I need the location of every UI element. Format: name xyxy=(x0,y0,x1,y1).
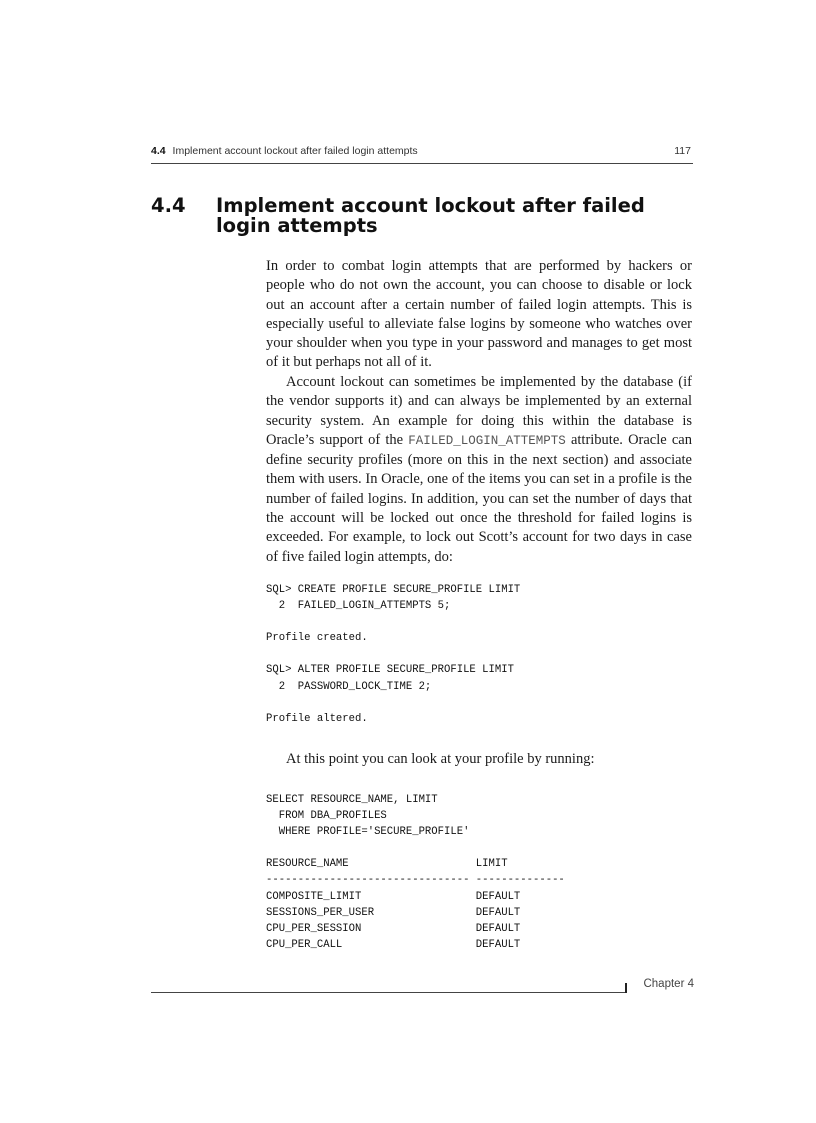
footer-tick xyxy=(625,983,627,993)
page-number: 117 xyxy=(674,145,691,157)
paragraph-look-at-profile: At this point you can look at your profile by running: xyxy=(286,751,595,767)
code-block-create-profile: SQL> CREATE PROFILE SECURE_PROFILE LIMIT 2 FAILED_LOGIN_ATTEMPTS 5; Profile created. SQL> ALTER PROFILE SECURE_PROFILE LIMIT 2 PASSWORD_LOCK_TIME 2; Profile altered. xyxy=(266,584,521,725)
footer-rule xyxy=(151,992,625,993)
running-head-title: Implement account lockout after failed login attempts xyxy=(172,145,418,157)
header-rule xyxy=(151,163,693,164)
paragraph-account-lockout xyxy=(266,373,692,567)
section-number: 4.4 xyxy=(151,194,186,217)
running-head xyxy=(151,145,693,165)
code-block-select-query: SELECT RESOURCE_NAME, LIMIT FROM DBA_PROFILES WHERE PROFILE='SECURE_PROFILE' RESOURCE_NAME LIMIT -------------------------------- -------------- COMPOSITE_LIMIT DEFAULT SESSIONS_PER_USER DEFAULT CPU_PER_SESSION DEFAULT CPU_PER_CALL DEFAULT xyxy=(266,794,565,951)
paragraph-intro: In order to combat login attempts that are performed by hackers or people who do not own the account, you can choose to disable or lock out an account after a certain number of failed login attempts. This is especially useful to alleviate false logins by someone who watches over your shoulder when you type in your password and manages to get most of it but perhaps not all of it. xyxy=(266,258,692,371)
running-head-section-number: 4.4 xyxy=(151,145,166,157)
inline-code-attribute: FAILED_LOGIN_ATTEMPTS xyxy=(408,433,566,448)
section-title: Implement account lockout after failed login attempts xyxy=(216,194,645,237)
chapter-label: Chapter 4 xyxy=(643,978,694,990)
paragraph-text: attribute. Oracle can define security profiles (more on this in the next section) and associate them with users. In Oracle, one of the items you can set in a profile is the number of failed logins. In addition, you can set the number of days that the account will be locked out once the threshold for failed logins is exceeded. For example, to lock out Scott’s account for two days in case of five failed login attempts, do: xyxy=(266,431,692,565)
paragraph-text: Account lockout can sometimes be implemented by the database (if the vendor supports it) and can always be implemented by an external security system. An example for doing this within the database is Oracle’s support of the xyxy=(266,374,692,448)
